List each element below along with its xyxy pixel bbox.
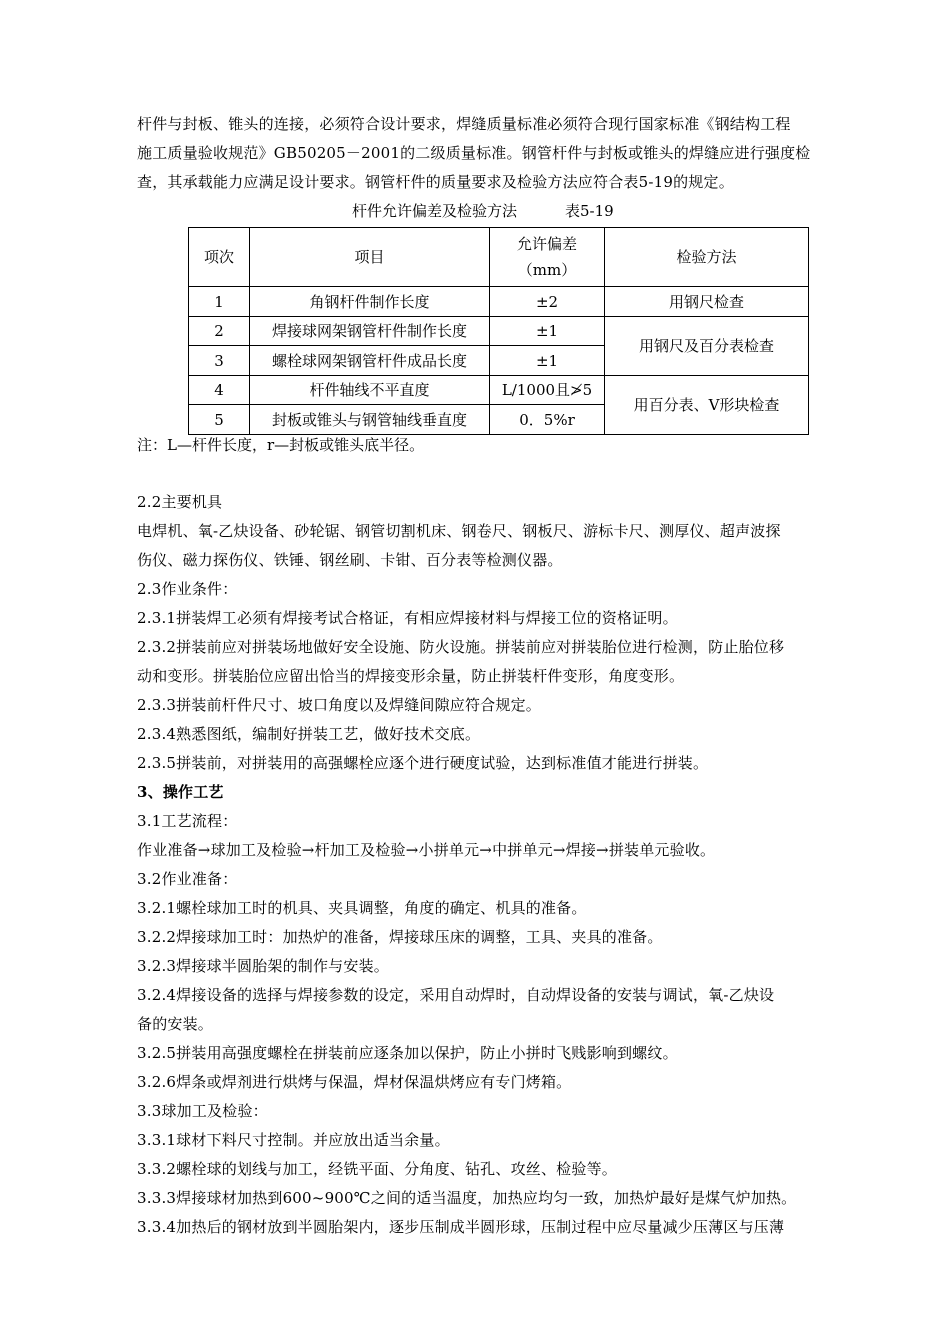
row-no: 1 (189, 287, 250, 317)
row-tolerance: ±1 (490, 346, 605, 376)
paragraph-line: 2.3.1拼装焊工必须有焊接考试合格证，有相应焊接材料与焊接工位的资格证明。 (137, 609, 678, 627)
paragraph-line: 3.2.3焊接球半圆胎架的制作与安装。 (137, 957, 389, 975)
table-caption (352, 200, 614, 221)
row-item: 螺栓球网架钢管杆件成品长度 (250, 346, 490, 376)
header-tolerance-label: 允许偏差 (516, 235, 577, 253)
section-heading: 3.3球加工及检验： (137, 1102, 268, 1120)
row-method: 用百分表、V形块检查 (605, 376, 809, 435)
row-no: 2 (189, 317, 250, 346)
table-row (189, 317, 809, 346)
paragraph-line: 3.3.4加热后的钢材放到半圆胎架内，逐步压制成半圆形球，压制过程中应尽量减少压薄区与压薄 (137, 1218, 785, 1236)
row-item: 焊接球网架钢管杆件制作长度 (250, 317, 490, 346)
paragraph-line: 2.3.3拼装前杆件尺寸、坡口角度以及焊缝间隙应符合规定。 (137, 696, 541, 714)
paragraph-line: 动和变形。拼装胎位应留出恰当的焊接变形余量，防止拼装杆件变形，角度变形。 (137, 667, 685, 685)
paragraph-line: 电焊机、氧-乙炔设备、砂轮锯、钢管切割机床、钢卷尺、钢板尺、游标卡尺、测厚仪、超声波探 (137, 522, 781, 540)
paragraph-line: 3.2.6焊条或焊剂进行烘烤与保温，焊材保温烘烤应有专门烤箱。 (137, 1073, 572, 1091)
intro-line-3: 查，其承载能力应满足设计要求。钢管杆件的质量要求及检验方法应符合表5-19的规定。 (137, 173, 734, 191)
row-tolerance: 0．5%r (490, 405, 605, 435)
paragraph-line: 3.3.2螺栓球的划线与加工，经铣平面、分角度、钻孔、攻丝、检验等。 (137, 1160, 617, 1178)
paragraph-line: 伤仪、磁力探伤仪、铁锤、钢丝刷、卡钳、百分表等检测仪器。 (137, 551, 563, 569)
section-heading: 2.3作业条件： (137, 580, 238, 598)
paragraph-line: 3.2.1螺栓球加工时的机具、夹具调整，角度的确定、机具的准备。 (137, 899, 587, 917)
paragraph-line: 2.3.5拼装前，对拼装用的高强螺栓应逐个进行硬度试验，达到标准值才能进行拼装。 (137, 754, 709, 772)
table-note: 注：L—杆件长度，r—封板或锥头底半径。 (137, 436, 425, 454)
row-tolerance: ±2 (490, 287, 605, 317)
section-heading: 2.2主要机具 (137, 493, 223, 511)
paragraph-line: 3.2.4焊接设备的选择与焊接参数的设定，采用自动焊时，自动焊设备的安装与调试，氧-乙炔设 (137, 986, 775, 1004)
table-number: 表5-19 (565, 202, 614, 220)
paragraph-line: 2.3.4熟悉图纸，编制好拼装工艺，做好技术交底。 (137, 725, 481, 743)
header-no: 项次 (189, 228, 250, 287)
process-flow: 作业准备→球加工及检验→杆加工及检验→小拼单元→中拼单元→焊接→拼装单元验收。 (137, 841, 716, 859)
row-no: 4 (189, 376, 250, 405)
paragraph-line: 3.3.3焊接球材加热到600~900℃之间的适当温度，加热应均匀一致，加热炉最好是煤气炉加热。 (137, 1189, 797, 1207)
section-heading: 3.2作业准备： (137, 870, 238, 888)
row-tolerance: ±1 (490, 317, 605, 346)
table-title: 杆件允许偏差及检验方法 (352, 202, 518, 220)
row-item: 封板或锥头与钢管轴线垂直度 (250, 405, 490, 435)
row-method: 用钢尺及百分表检查 (605, 317, 809, 376)
table-row (189, 376, 809, 405)
table-header-row (189, 228, 809, 287)
row-method: 用钢尺检查 (605, 287, 809, 317)
header-item: 项目 (250, 228, 490, 287)
chapter-heading: 3、操作工艺 (137, 783, 224, 801)
table-row (189, 287, 809, 317)
row-no: 3 (189, 346, 250, 376)
row-item: 角钢杆件制作长度 (250, 287, 490, 317)
row-tolerance: L/1000且≯5 (490, 376, 605, 405)
section-heading: 3.1工艺流程： (137, 812, 238, 830)
paragraph-line: 3.2.5拼装用高强度螺栓在拼装前应逐条加以保护，防止小拼时飞贱影响到螺纹。 (137, 1044, 678, 1062)
paragraph-line: 3.2.2焊接球加工时：加热炉的准备，焊接球压床的调整，工具、夹具的准备。 (137, 928, 663, 946)
header-tolerance-unit: （mm） (517, 261, 577, 279)
row-no: 5 (189, 405, 250, 435)
header-tolerance (490, 228, 605, 287)
row-item: 杆件轴线不平直度 (250, 376, 490, 405)
paragraph-line: 3.3.1球材下料尺寸控制。并应放出适当余量。 (137, 1131, 450, 1149)
paragraph-line: 备的安装。 (137, 1015, 214, 1033)
paragraph-line: 2.3.2拼装前应对拼装场地做好安全设施、防火设施。拼装前应对拼装胎位进行检测，防止胎位移 (137, 638, 785, 656)
intro-line-2: 施工质量验收规范》GB50205－2001的二级质量标准。钢管杆件与封板或锥头的焊缝应进行强度检 (137, 144, 811, 162)
intro-line-1: 杆件与封板、锥头的连接，必须符合设计要求，焊缝质量标准必须符合现行国家标准《钢结构工程 (137, 115, 791, 133)
header-method: 检验方法 (605, 228, 809, 287)
tolerance-table (188, 227, 809, 435)
